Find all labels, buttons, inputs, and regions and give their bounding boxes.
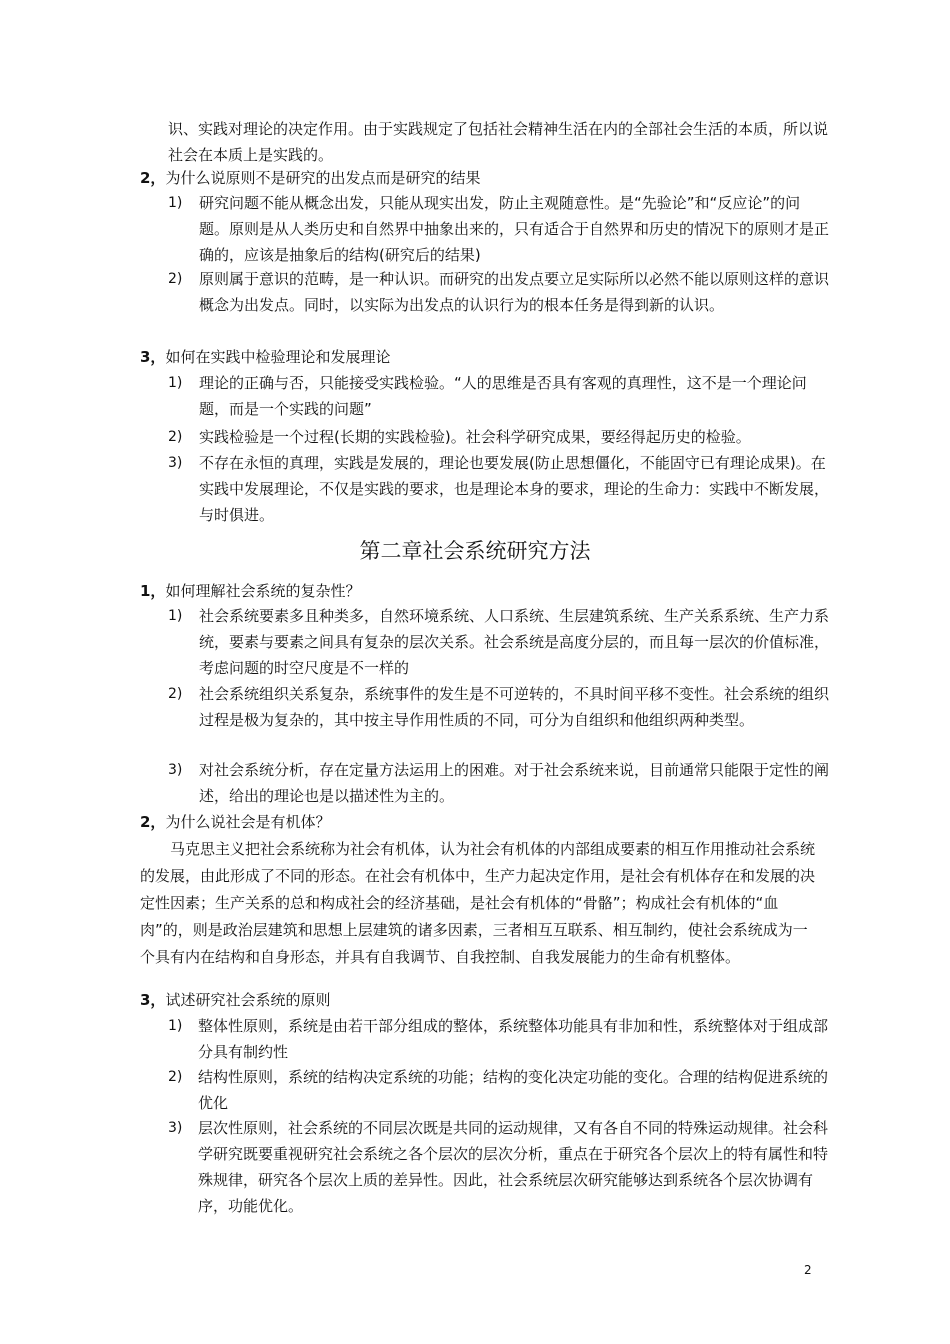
list-item-number: 2) bbox=[168, 271, 183, 287]
chapter-title: 第二章社会系统研究方法 bbox=[359, 539, 591, 563]
list-item bbox=[168, 266, 828, 344]
list-item bbox=[168, 450, 828, 528]
question-number: 1， bbox=[140, 582, 166, 600]
list-item-number: 3) bbox=[168, 455, 183, 471]
list-item-number: 1) bbox=[168, 375, 183, 391]
list-item bbox=[168, 370, 828, 422]
list-item-number: 1) bbox=[168, 608, 183, 624]
list-item-text: 实践检验是一个过程(长期的实践检验)。社会科学研究成果，要经得起历史的检验。 bbox=[199, 428, 751, 446]
question-text: 如何在实践中检验理论和发展理论 bbox=[165, 348, 391, 366]
question-heading bbox=[140, 812, 330, 832]
list-item-text: 结构性原则，系统的结构决定系统的功能；结构的变化决定功能的变化。合理的结构促进系统的优化 bbox=[198, 1068, 829, 1112]
question-text: 为什么说社会是有机体？ bbox=[165, 813, 331, 831]
question-heading bbox=[140, 990, 330, 1010]
list-item-number: 1) bbox=[168, 1018, 183, 1034]
list-item bbox=[168, 681, 828, 759]
list-item-number: 3) bbox=[168, 762, 183, 778]
question-heading bbox=[140, 168, 480, 188]
list-item bbox=[168, 190, 828, 268]
list-item bbox=[168, 603, 828, 681]
list-item-text: 社会系统组织关系复杂，系统事件的发生是不可逆转的，不具时间平移不变性。社会系统的组织过程是极为复杂的，其中按主导作用性质的不同，可分为自组织和他组织两种类型。 bbox=[199, 685, 830, 729]
list-item-text: 对社会系统分析，存在定量方法运用上的困难。对于社会系统来说，目前通常只能限于定性的阐述，给出的理论也是以描述性为主的。 bbox=[199, 761, 830, 805]
question-heading bbox=[140, 581, 360, 601]
body-paragraph: 马克思主义把社会系统称为社会有机体，认为社会有机体的内部组成要素的相互作用推动社会系统的发展，由此形成了不同的形态。在社会有机体中，生产力起决定作用，是社会有机体存在和发展的决定性因素；生产关系的总和构成社会的经济基础，是社会有机体的“骨骼”；构成社会有机体的“血肉”的，则是政治层建筑和思想上层建筑的诸多因素，三者相互互联系、相互制约，使社会系统成为一个具有内在结构和自身形态，并具有自我调节、自我控制、自我发展能力的生命有机整体。 bbox=[140, 840, 816, 966]
list-item-text: 层次性原则，社会系统的不同层次既是共同的运动规律，又有各自不同的特殊运动规律。社会科学研究既要重视研究社会系统之各个层次的层次分析，重点在于研究各个层次上的特有属性和特殊规律，研究各个层次上质的差异性。因此，社会系统层次研究能够达到系统各个层次协调有序，功能优化。 bbox=[198, 1119, 829, 1215]
list-item-text: 理论的正确与否，只能接受实践检验。“人的思维是否具有客观的真理性，这不是一个理论问题，而是一个实践的问题” bbox=[199, 374, 807, 418]
list-item bbox=[168, 424, 828, 450]
list-item bbox=[168, 1013, 828, 1065]
question-heading bbox=[140, 347, 390, 367]
list-item-text: 整体性原则，系统是由若干部分组成的整体，系统整体功能具有非加和性，系统整体对于组成部分具有制约性 bbox=[198, 1017, 829, 1061]
question-text: 如何理解社会系统的复杂性？ bbox=[165, 582, 361, 600]
list-item bbox=[168, 1115, 828, 1219]
continued-paragraph: 识、实践对理论的决定作用。由于实践规定了包括社会精神生活在内的全部社会生活的本质，所以说社会在本质上是实践的。 bbox=[168, 120, 829, 164]
question-number: 3， bbox=[140, 991, 166, 1009]
list-item-number: 3) bbox=[168, 1120, 183, 1136]
list-item-text: 社会系统要素多且种类多，自然环境系统、人口系统、生层建筑系统、生产关系系统、生产力系统，要素与要素之间具有复杂的层次关系。社会系统是高度分层的，而且每一层次的价值标准，考虑问题的时空尺度是不一样的 bbox=[199, 607, 830, 677]
question-text: 为什么说原则不是研究的出发点而是研究的结果 bbox=[165, 169, 481, 187]
list-item-text: 不存在永恒的真理，实践是发展的，理论也要发展(防止思想僵化，不能固守已有理论成果)。在实践中发展理论，不仅是实践的要求，也是理论本身的要求，理论的生命力：实践中不断发展，与时俱进。 bbox=[199, 454, 830, 524]
question-number: 2， bbox=[140, 813, 166, 831]
list-item-number: 2) bbox=[168, 686, 183, 702]
question-text: 试述研究社会系统的原则 bbox=[165, 991, 331, 1009]
question-number: 3， bbox=[140, 348, 166, 366]
question-number: 2， bbox=[140, 169, 166, 187]
list-item-text: 研究问题不能从概念出发，只能从现实出发，防止主观随意性。是“先验论”和“反应论”的问题。原则是从人类历史和自然界中抽象出来的，只有适合于自然界和历史的情况下的原则才是正确的，应该是抽象后的结构(研究后的结果) bbox=[199, 194, 830, 264]
list-item-number: 1) bbox=[168, 195, 183, 211]
list-item bbox=[168, 1064, 828, 1116]
list-item-number: 2) bbox=[168, 1069, 183, 1085]
list-item-number: 2) bbox=[168, 429, 183, 445]
page-number: 2 bbox=[804, 1263, 812, 1277]
list-item bbox=[168, 757, 828, 809]
list-item-text: 原则属于意识的范畴，是一种认识。而研究的出发点要立足实际所以必然不能以原则这样的意识概念为出发点。同时，以实际为出发点的认识行为的根本任务是得到新的认识。 bbox=[199, 270, 830, 314]
